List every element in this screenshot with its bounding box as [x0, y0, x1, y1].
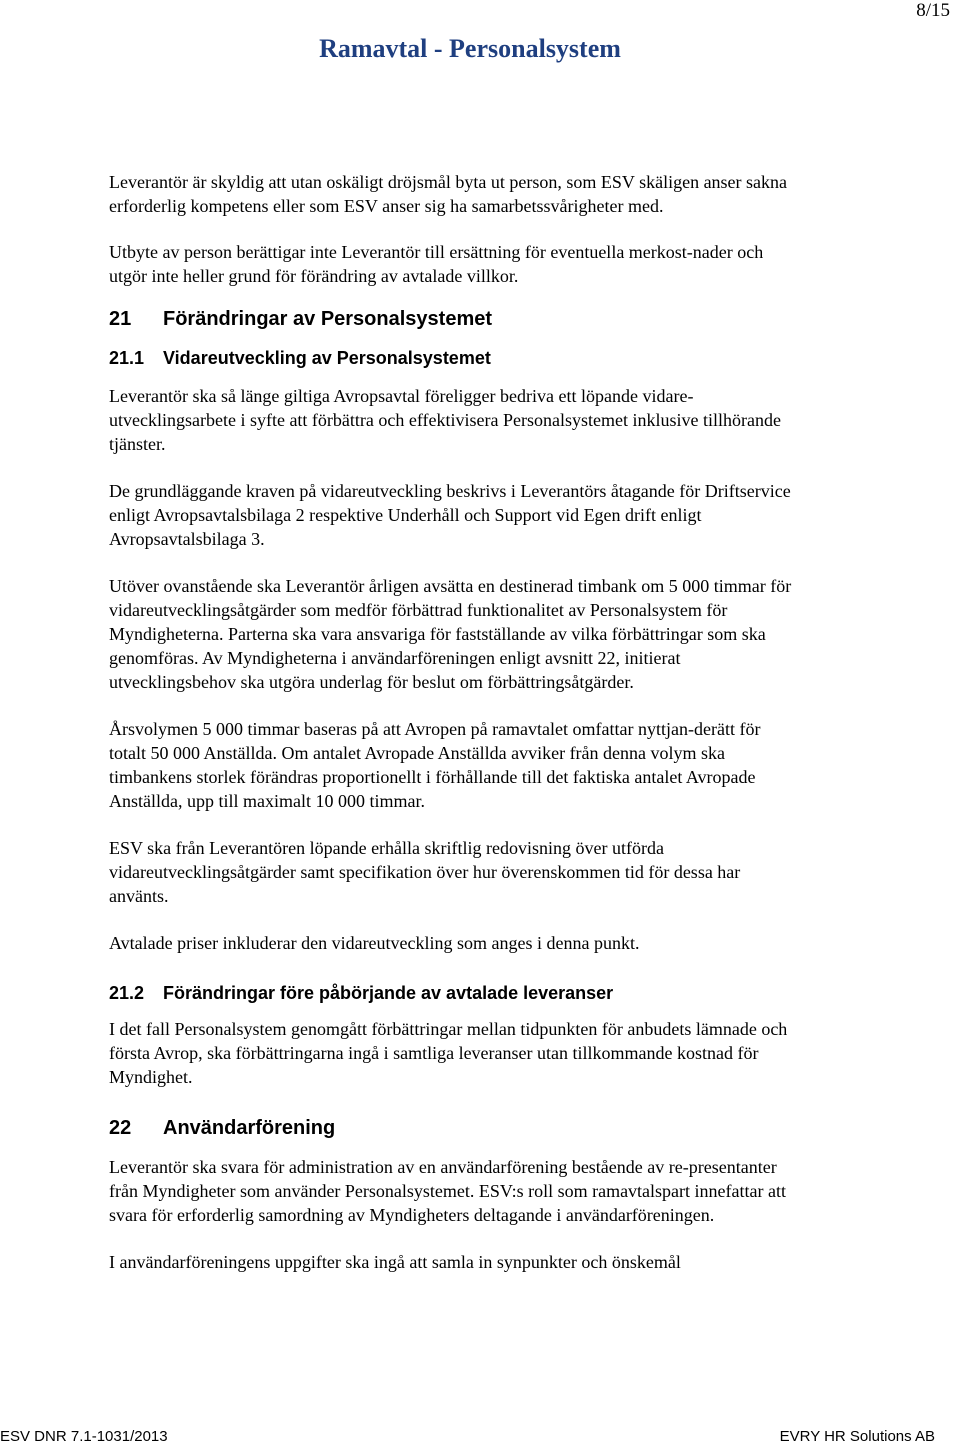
paragraph-reporting: ESV ska från Leverantören löpande erhålla skriftlig redovisning över utförda vidareutvecklingsåtgärder samt specifikation över hur överenskommen tid för dessa har använts.: [109, 838, 741, 906]
paragraph-time-bank: Utöver ovanstående ska Leverantör årligen avsätta en destinerad timbank om 5 000 timmar för vidareutvecklingsåtgärder som medför förbättrad funktionalitet av Personalsystem för Myndigheterna. Parterna ska vara ansvariga för fastställande av vilka förbättringar som ska genomföras. Av Myndigheterna i användarföreningen enligt avsnitt 22, initierat utvecklingsbehov ska utgöra underlag för beslut om förbättringsåtgärder.: [109, 576, 792, 692]
subsection-title: Förändringar före påbörjande av avtalade leveranser: [163, 983, 614, 1003]
paragraph-basic-requirements: De grundläggande kraven på vidareutveckling beskrivs i Leverantörs åtagande för Driftservice enligt Avropsavtalsbilaga 2 respektive Underhåll och Support vid Egen drift enligt Avropsavtalsbilaga 3.: [109, 481, 791, 549]
paragraph-association-tasks: I användarföreningens uppgifter ska ingå att samla in synpunkter och önskemål: [109, 1252, 681, 1272]
footer-company-name: EVRY HR Solutions AB: [779, 1428, 935, 1445]
subsection-title: Vidareutveckling av Personalsystemet: [163, 348, 491, 368]
section-heading-21: [109, 306, 799, 332]
footer-reference-number: ESV DNR 7.1-1031/2013: [0, 1428, 168, 1445]
section-title: Användarförening: [163, 1117, 336, 1139]
section-heading-22: [109, 1115, 799, 1141]
section-number: 21: [109, 308, 132, 330]
subsection-number: 21.2: [109, 983, 145, 1003]
page-footer: [0, 1426, 960, 1447]
subsection-heading-21-1: [109, 346, 799, 370]
paragraph-replacement-compensation: Utbyte av person berättigar inte Leverantör till ersättning för eventuella merkost-nader och utgör inte heller grund för förändring av avtalade villkor.: [109, 242, 764, 286]
document-title: Ramavtal - Personalsystem: [319, 34, 621, 63]
paragraph-replace-person: Leverantör är skyldig att utan oskäligt dröjsmål byta ut person, som ESV skäligen anser sakna erforderlig kompetens eller som ESV anser sig ha samarbetssvårigheter med.: [109, 172, 788, 216]
document-body: [109, 170, 799, 1274]
paragraph-agreed-prices: Avtalade priser inkluderar den vidareutveckling som anges i denna punkt.: [109, 933, 640, 953]
page-number: 8/15: [916, 0, 950, 21]
paragraph-user-association: Leverantör ska svara för administration av en användarförening bestående av re-presentanter från Myndigheter som använder Personalsystemet. ESV:s roll som ramavtalspart innefattar att svara för erforderlig samordning av Myndigheters deltagande i användarföreningen.: [109, 1157, 786, 1225]
paragraph-continuous-development: Leverantör ska så länge giltiga Avropsavtal föreligger bedriva ett löpande vidare-utvecklingsarbete i syfte att förbättra och effektivisera Personalsystemet inklusive tillhörande tjänster.: [109, 386, 781, 454]
section-title: Förändringar av Personalsystemet: [163, 308, 493, 330]
paragraph-annual-volume: Årsvolymen 5 000 timmar baseras på att Avropen på ramavtalet omfattar nyttjan-derätt för totalt 50 000 Anställda. Om antalet Avropade Anställda avviker från denna volym ska timbankens storlek förändras proportionellt i förhållande till det faktiska antalet Avropade Anställda, upp till maximalt 10 000 timmar.: [109, 719, 761, 811]
subsection-number: 21.1: [109, 348, 145, 368]
paragraph-improvements-before-delivery: I det fall Personalsystem genomgått förbättringar mellan tidpunkten för anbudets lämnade och första Avrop, ska förbättringarna ingå i samtliga leveranser utan tillkommande kostnad för Myndighet.: [109, 1019, 788, 1087]
subsection-heading-21-2: [109, 981, 799, 1005]
section-number: 22: [109, 1117, 132, 1139]
